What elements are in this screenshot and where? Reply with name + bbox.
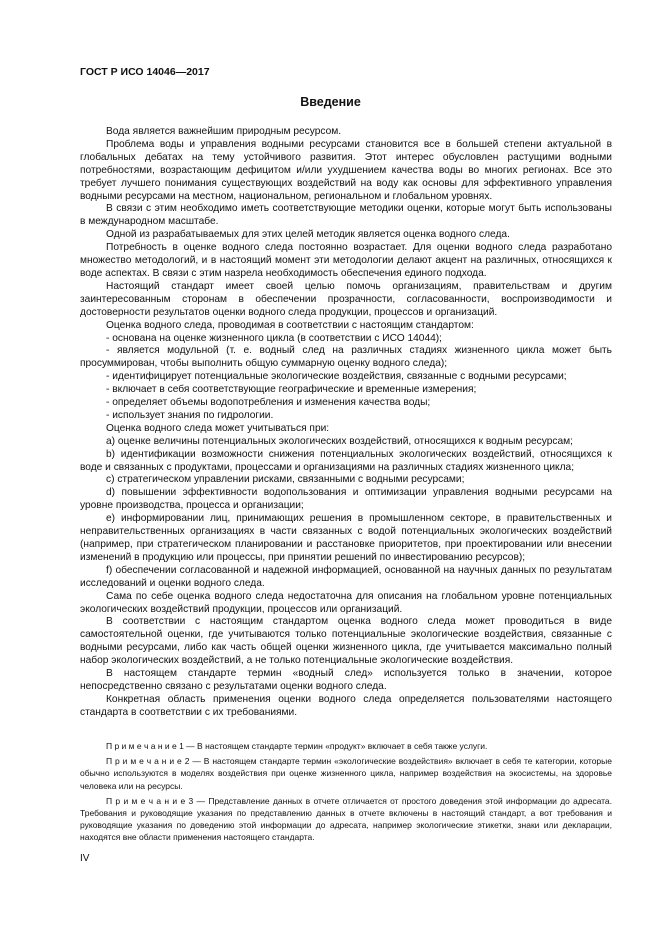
note: П р и м е ч а н и е 2 — В настоящем стандарте термин «экологические воздействия» включает в себя те категории, которые обычно используются в моделях воздействия при оценке жизненного цикла, например воздействия на экосистемы, на здоровье человека или на ресурсы. [80,756,612,791]
paragraph: Сама по себе оценка водного следа недостаточна для описания на глобальном уровне потенциальных экологических воздействий продукции, процессов или организаций. [80,590,612,615]
note: П р и м е ч а н и е 1 — В настоящем стандарте термин «продукт» включает в себя также услуги. [106,741,488,751]
list-item: - определяет объемы водопотребления и изменения качества воды; [106,397,431,409]
list-item: - включает в себя соответствующие географические и временные измерения; [106,384,477,396]
paragraph: Вода является важнейшим природным ресурсом. [106,126,342,137]
list-item: b) идентификации возможности снижения потенциальных экологических воздействий, относящихся к воде и связанных с продуктами, процессами и организациями на различных стадиях жизненного цикла; [80,448,612,473]
paragraph: В настоящем стандарте термин «водный след» используется только в значении, которое непосредственно связано с результатами оценки водного следа. [80,668,612,692]
note: П р и м е ч а н и е 3 — Представление данных в отчете отличается от простого доведения этой информации до адресата. Требования и руководящие указания по представлению данных в отчете включены в настоящий стандарт, а вот требования и руководящие указания по доведению этой информации до адресата, например экологические этикетки, знаки или декларации, находятся вне области применения настоящего стандарта. [80,795,612,843]
section-title: Введение [300,95,361,109]
paragraph: Оценка водного следа может учитываться при: [106,422,330,434]
paragraph: В связи с этим необходимо иметь соответствующие методики оценки, которые могут быть использованы в международном масштабе. [80,203,612,228]
list-item: - основана на оценке жизненного цикла (в соответствии с ИСО 14044); [106,332,443,344]
list-item: a) оценке величины потенциальных экологических воздействий, относящихся к водным ресурсам; [106,435,574,447]
paragraph: Проблема воды и управления водными ресурсами становится все в большей степени актуальной в глобальных дебатах на тему устойчивого развития. Этот интерес обусловлен растущими водными потребностями, возрастающим дефицитом и/или ухудшением качества воды во многих регионах. Все это требует лучшего понимания существующих воздействий на воду как основы для эффективного управления водными ресурсами на местном, национальном, региональном и глобальном уровнях. [80,138,612,202]
list-item: c) стратегическом управлении рисками, связанными с водными ресурсами; [106,474,465,486]
list-item: - использует знания по гидрологии. [106,409,274,421]
paragraph: Конкретная область применения оценки водного следа определяется пользователями настоящего стандарта в соответствии с их требованиями. [80,693,612,718]
body-text [80,126,612,720]
page-number: IV [80,853,90,864]
paragraph: Потребность в оценке водного следа постоянно возрастает. Для оценки водного следа разработано множество методологий, и в настоящий момент эти методологии делают акцент на различных, относящихся к воде аспектах. В связи с этим назрела необходимость обеспечения единого подхода. [80,242,612,279]
notes-section [80,740,612,847]
paragraph: В соответствии с настоящим стандартом оценка водного следа может проводиться в виде самостоятельной оценки, где учитываются только потенциальные экологические воздействия, связанные с водными ресурсами, либо как часть общей оценки жизненного цикла, где учитывается максимально полный набор экологических воздействий, а не только потенциальные экологические воздействия. [80,616,612,667]
list-item: - является модульной (т. е. водный след на различных стадиях жизненного цикла может быть просуммирован, чтобы выполнить общую суммарную оценку водного следа); [80,345,612,370]
paragraph: Одной из разрабатываемых для этих целей методик является оценка водного следа. [106,229,510,241]
list-item: e) информировании лиц, принимающих решения в промышленном секторе, в правительственных и неправительственных организациях в части связанных с водой потенциальных экологических воздействий (например, при стратегическом планировании и расстановке приоритетов, при проектировании или внесении изменений в продукцию или процессы, при принятии решений по инвестированию ресурсов); [80,513,612,563]
paragraph: Настоящий стандарт имеет своей целью помочь организациям, правительствам и другим заинтересованным сторонам в обеспечении прозрачности, согласованности, воспроизводимости и достоверности результатов оценки водного следа продукции, процессов и организаций. [80,280,612,318]
list-item: f) обеспечении согласованной и надежной информацией, основанной на научных данных по результатам исследований и оценки водного следа. [80,564,612,589]
list-item: - идентифицирует потенциальные экологические воздействия, связанные с водными ресурсами; [106,371,567,383]
document-header: ГОСТ Р ИСО 14046—2017 [80,66,210,78]
list-item: d) повышении эффективности водопользования и оптимизации управления водными ресурсами на уровне производства, процесса и организации; [80,487,612,512]
paragraph: Оценка водного следа, проводимая в соответствии с настоящим стандартом: [106,319,474,331]
